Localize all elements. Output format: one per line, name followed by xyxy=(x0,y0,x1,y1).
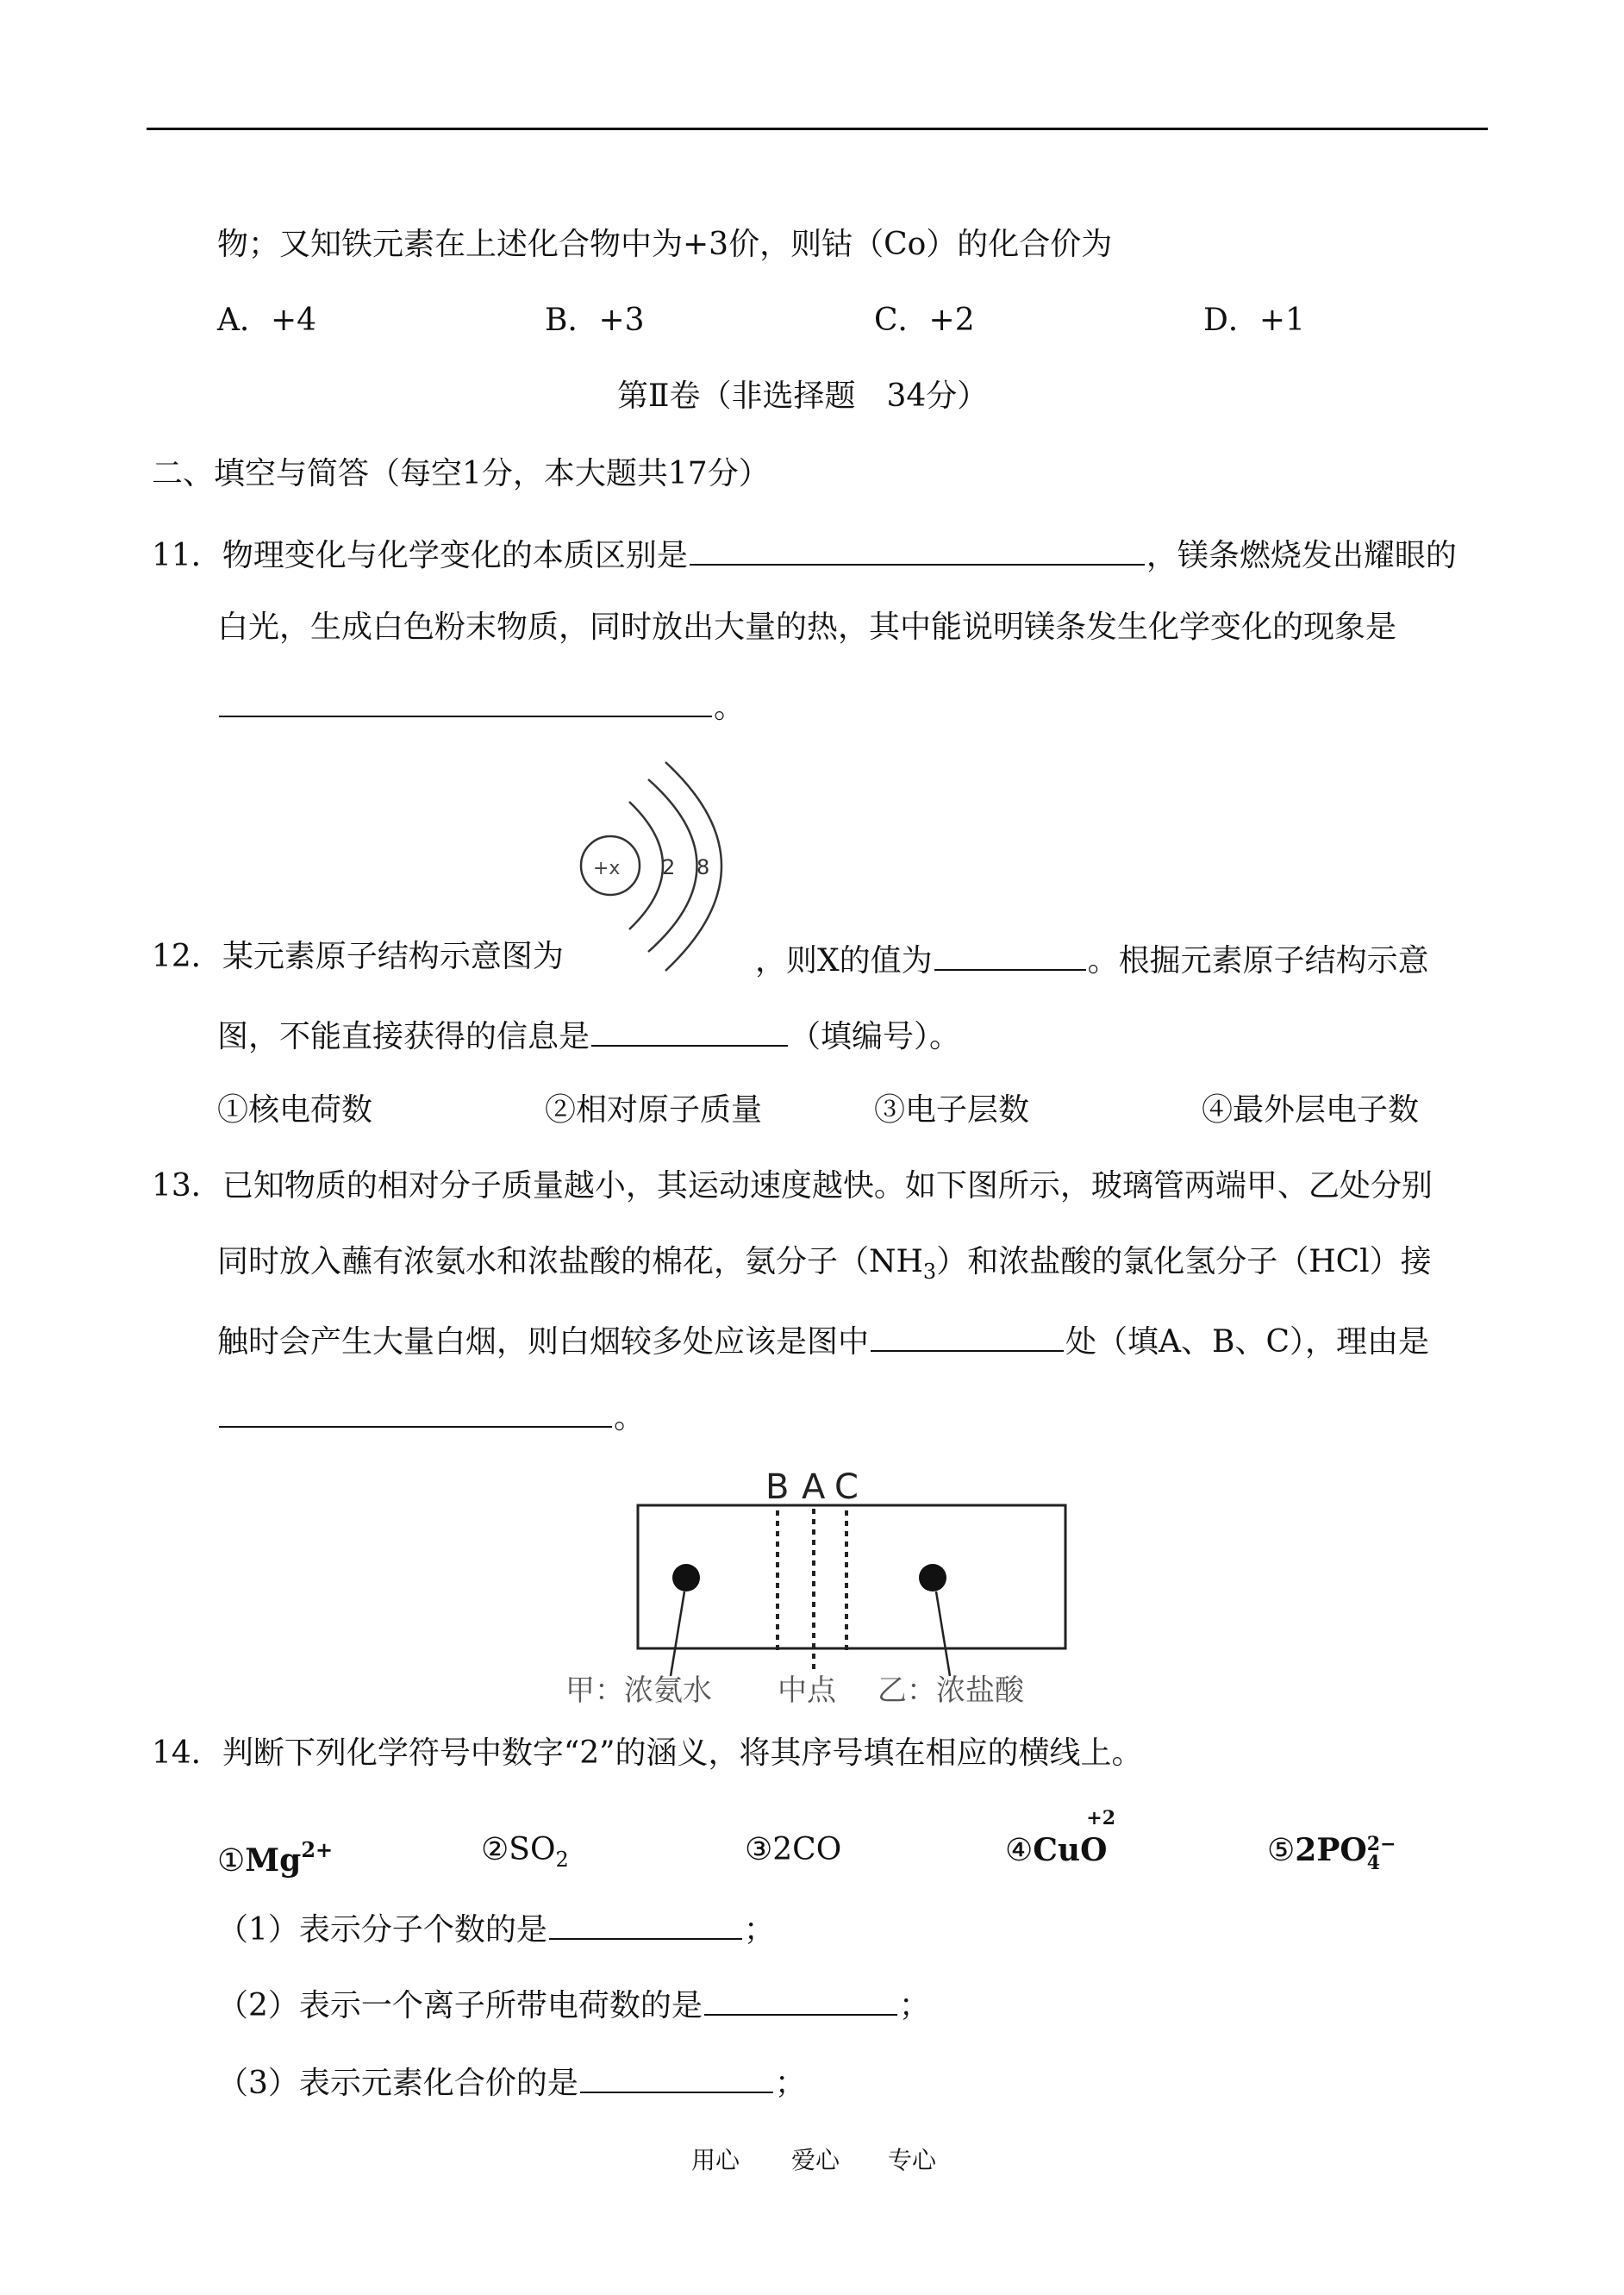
q13-text-b: 同时放入蘸有浓氨水和浓盐酸的棉花，氨分子（NH xyxy=(217,1244,923,1279)
q14-blank-3[interactable] xyxy=(580,2060,773,2093)
q14-sub3-end: ； xyxy=(774,2066,806,2101)
symbol-2-subscript: 2 xyxy=(555,1848,569,1872)
symbol-4-valence: +2 xyxy=(1086,1807,1116,1829)
symbol-1-superscript: 2+ xyxy=(301,1837,334,1862)
q11-line2: 白光，生成白色粉末物质，同时放出大量的热，其中能说明镁条发生化学变化的现象是 xyxy=(217,610,1397,645)
q11-blank-2[interactable] xyxy=(219,685,712,717)
q14-sub3 xyxy=(217,2060,806,2103)
label-b: B xyxy=(765,1467,793,1507)
q12-line1-end xyxy=(755,938,1429,980)
q12-option-2: ②相对原子质量 xyxy=(545,1092,763,1128)
q10-option-d: D．+1 xyxy=(1203,303,1305,338)
q11-number: 11． xyxy=(152,538,222,573)
q13-line1 xyxy=(152,1167,1433,1205)
q12-line1-start xyxy=(152,938,564,976)
q11-text-b: ，镁条燃烧发出耀眼的 xyxy=(1146,538,1457,573)
q13-text-c: ）和浓盐酸的氯化氢分子（HCl）接 xyxy=(936,1244,1432,1279)
q13-subscript-3: 3 xyxy=(922,1260,937,1284)
footer-item-1: 用心 xyxy=(691,2146,740,2174)
q13-line3 xyxy=(217,1319,1429,1361)
q13-text-a: 已知物质的相对分子质量越小，其运动速度越快。如下图所示，玻璃管两端甲、乙处分别 xyxy=(222,1168,1433,1204)
q12-blank-1[interactable] xyxy=(934,938,1086,971)
q13-number: 13． xyxy=(152,1168,222,1204)
q14-sub1-end: ； xyxy=(743,1912,775,1948)
q11-line1 xyxy=(152,533,1457,575)
glass-tube xyxy=(638,1505,1065,1648)
q12-text-a: 某元素原子结构示意图为 xyxy=(222,939,564,974)
symbol-5-superscript: 2− xyxy=(1366,1833,1396,1855)
label-c: C xyxy=(834,1467,859,1507)
q13-blank-2[interactable] xyxy=(219,1395,612,1428)
pointer-hydrochloric xyxy=(936,1591,950,1676)
q14-stem: 判断下列化学符号中数字“2”的涵义，将其序号填在相应的横线上。 xyxy=(222,1735,1143,1771)
cotton-hydrochloric xyxy=(919,1564,946,1591)
q11-blank-1[interactable] xyxy=(690,533,1145,566)
q13-text-d: 触时会产生大量白烟，则白烟较多处应该是图中 xyxy=(217,1324,870,1360)
symbol-1-main: Mg xyxy=(245,1842,302,1879)
pointer-ammonia xyxy=(671,1591,684,1676)
nucleus-label: +x xyxy=(593,858,621,879)
section-heading: 二、填空与简答（每空1分，本大题共17分） xyxy=(152,456,770,491)
q11-text-a: 物理变化与化学变化的本质区别是 xyxy=(222,538,688,573)
q12-text-c: 。根掘元素原子结构示意 xyxy=(1087,943,1429,979)
symbol-2-index: ② xyxy=(481,1832,509,1867)
q12-number: 12． xyxy=(152,939,222,974)
label-a: A xyxy=(802,1467,826,1507)
q12-option-3: ③电子层数 xyxy=(874,1092,1030,1128)
q13-text-e: 处（填A、B、C），理由是 xyxy=(1065,1324,1430,1360)
q13-line4 xyxy=(217,1395,645,1437)
q12-text-e: （填编号）。 xyxy=(790,1019,961,1054)
q14-blank-2[interactable] xyxy=(704,1983,897,2016)
symbol-2 xyxy=(481,1831,569,1879)
symbol-4-index: ④ xyxy=(1005,1833,1034,1868)
q12-blank-2[interactable] xyxy=(591,1014,788,1047)
q12-option-1: ①核电荷数 xyxy=(217,1092,373,1128)
q12-text-d: 图，不能直接获得的信息是 xyxy=(217,1019,590,1054)
label-ammonia: 甲：浓氨水 xyxy=(565,1673,712,1707)
symbol-5-subscript: 4 xyxy=(1366,1852,1381,1874)
q11-end: 。 xyxy=(714,690,746,725)
q10-stem: 物；又知铁元素在上述化合物中为+3价，则钴（Co）的化合价为 xyxy=(217,227,1113,262)
q14-sub3-text: （3）表示元素化合价的是 xyxy=(217,2066,578,2101)
label-hydrochloric: 乙：浓盐酸 xyxy=(878,1673,1024,1707)
q14-sub1 xyxy=(217,1907,775,1949)
q13-end: 。 xyxy=(614,1400,646,1435)
footer-item-3: 专心 xyxy=(888,2146,937,2174)
part2-title: 第Ⅱ卷（非选择题 34分） xyxy=(617,378,989,414)
atom-structure-diagram xyxy=(569,752,741,976)
q14-blank-1[interactable] xyxy=(549,1907,742,1940)
q12-line2 xyxy=(217,1014,960,1056)
q13-blank-1[interactable] xyxy=(871,1319,1064,1352)
symbol-4-main: CuO xyxy=(1033,1832,1108,1868)
q10-option-c: C．+2 xyxy=(874,303,975,338)
symbol-5-main: 2PO xyxy=(1295,1832,1367,1868)
cotton-ammonia xyxy=(672,1564,700,1591)
shell-arc-1 xyxy=(629,802,663,929)
symbol-2-main: SO xyxy=(509,1832,556,1867)
q12-text-b: ，则X的值为 xyxy=(755,943,933,979)
q14-number: 14． xyxy=(152,1735,222,1771)
q13-line2 xyxy=(217,1243,1432,1291)
glass-tube-diagram xyxy=(552,1457,1086,1707)
q14-sub2-end: ； xyxy=(898,1988,930,2023)
q14-sub2 xyxy=(217,1983,930,2025)
q12-option-4: ④最外层电子数 xyxy=(1202,1092,1420,1128)
symbol-5 xyxy=(1267,1831,1396,1873)
symbol-3: ③2CO xyxy=(745,1832,842,1867)
q10-option-a: A．+4 xyxy=(217,303,317,338)
q14-line1 xyxy=(152,1735,1143,1773)
symbol-1 xyxy=(217,1831,333,1880)
q14-sub2-text: （2）表示一个离子所带电荷数的是 xyxy=(217,1988,703,2023)
q14-sub1-text: （1）表示分子个数的是 xyxy=(217,1912,547,1948)
symbol-1-index: ① xyxy=(217,1843,246,1879)
footer-item-2: 爱心 xyxy=(791,2146,840,2174)
q11-line3 xyxy=(217,685,745,727)
q10-option-b: B．+3 xyxy=(545,303,645,338)
shell-2-electrons: 8 xyxy=(696,855,710,879)
shell-1-electrons: 2 xyxy=(662,855,676,879)
label-midpoint: 中点 xyxy=(778,1673,836,1707)
symbol-5-index: ⑤ xyxy=(1267,1833,1296,1868)
header-rule xyxy=(147,128,1488,130)
symbol-4 xyxy=(1005,1807,1116,1870)
